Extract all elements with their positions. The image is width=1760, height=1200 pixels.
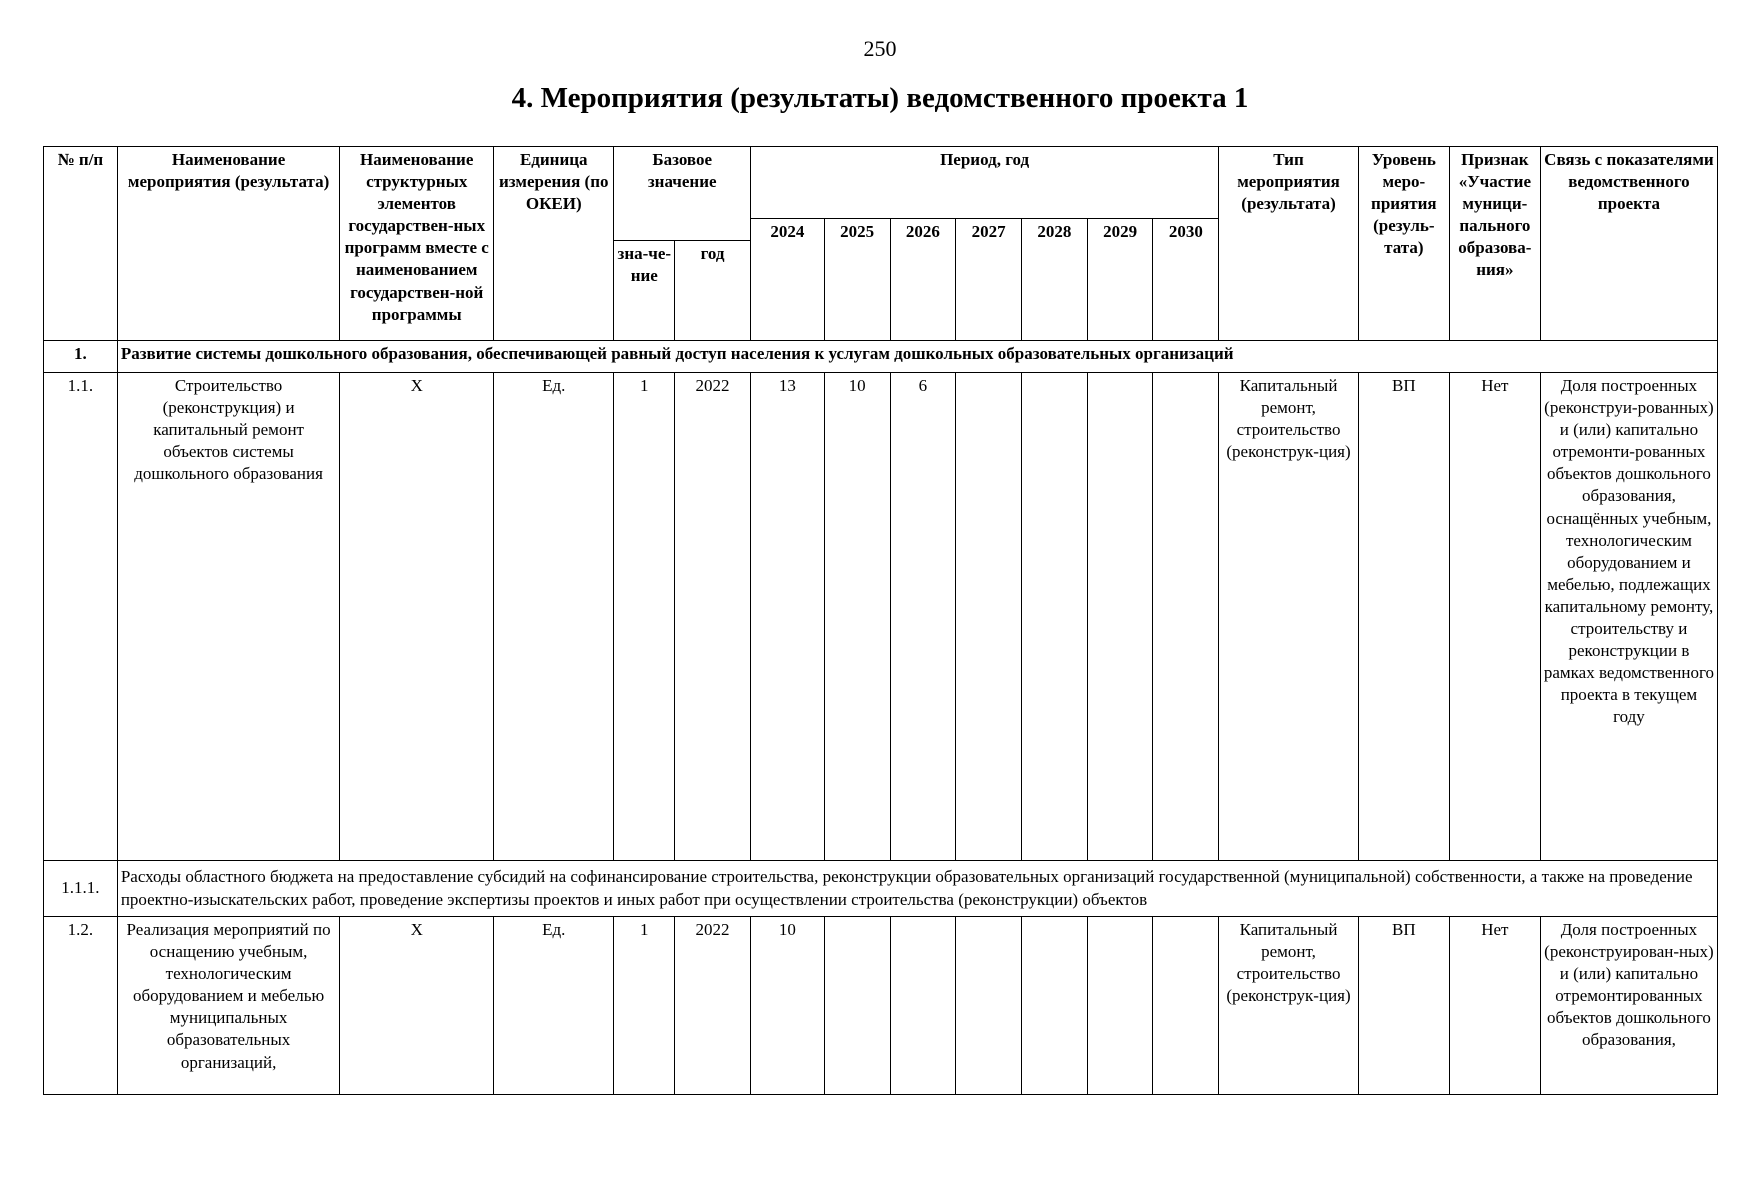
header-period: Период, год (750, 147, 1218, 219)
row-link: Доля построенных (реконструирован-ных) и (или) капитально отремонтированных объектов дошкольного образования, (1540, 917, 1717, 1095)
row-year-2024: 13 (750, 373, 824, 861)
row-year-2026: 6 (890, 373, 956, 861)
row-type: Капитальный ремонт, строительство (реконструк-ция) (1219, 373, 1359, 861)
row-level: ВП (1358, 373, 1449, 861)
header-num: № п/п (44, 147, 118, 341)
row-year-2027 (956, 373, 1022, 861)
header-year-2026: 2026 (890, 219, 956, 341)
table-row (44, 373, 1718, 861)
row-year-2028 (1022, 373, 1088, 861)
header-base-value: зна-че-ние (614, 241, 675, 341)
subrow-num: 1.1.1. (44, 861, 118, 917)
header-year-2028: 2028 (1022, 219, 1088, 341)
row-year-2029 (1087, 373, 1153, 861)
row-year-2026 (890, 917, 956, 1095)
results-table (43, 146, 1718, 1095)
section-num: 1. (44, 341, 118, 373)
header-year-2029: 2029 (1087, 219, 1153, 341)
row-base-value: 1 (614, 373, 675, 861)
table-row (44, 917, 1718, 1095)
row-year-2029 (1087, 917, 1153, 1095)
header-base-year: год (675, 241, 751, 341)
header-year-2030: 2030 (1153, 219, 1219, 341)
row-unit: Ед. (494, 373, 614, 861)
page-number: 250 (863, 36, 897, 61)
header-link: Связь с показателями ведомственного проекта (1540, 147, 1717, 341)
header-year-2025: 2025 (824, 219, 890, 341)
section-title: Развитие системы дошкольного образования, обеспечивающей равный доступ населения к услугам дошкольных образовательных организаций (117, 341, 1717, 373)
row-year-2030 (1153, 917, 1219, 1095)
row-base-value: 1 (614, 917, 675, 1095)
row-base-year: 2022 (675, 917, 751, 1095)
header-level: Уровень меро-приятия (резуль-тата) (1358, 147, 1449, 341)
row-link: Доля построенных (реконструи-рованных) и (или) капитально отремонти-рованных объектов дошкольного образования, оснащённых учебным, технологическим оборудованием и мебелью, подлежащих капитальному ремонту, строительству и реконструкции в рамках ведомственного проекта в текущем году (1540, 373, 1717, 861)
row-level: ВП (1358, 917, 1449, 1095)
row-year-2024: 10 (750, 917, 824, 1095)
header-unit: Единица измерения (по ОКЕИ) (494, 147, 614, 341)
header-structural: Наименование структурных элементов государствен-ных программ вместе с наименованием государствен-ной программы (340, 147, 494, 341)
row-structural: X (340, 373, 494, 861)
header-name: Наименование мероприятия (результата) (117, 147, 340, 341)
row-type: Капитальный ремонт, строительство (реконструк-ция) (1219, 917, 1359, 1095)
header-year-2027: 2027 (956, 219, 1022, 341)
row-name: Реализация мероприятий по оснащению учебным, технологическим оборудованием и мебелью муниципальных образовательных организаций, (117, 917, 340, 1095)
page-title: 4. Мероприятия (результаты) ведомственного проекта 1 (511, 82, 1249, 114)
row-num: 1.2. (44, 917, 118, 1095)
row-num: 1.1. (44, 373, 118, 861)
row-year-2028 (1022, 917, 1088, 1095)
header-base: Базовое значение (614, 147, 751, 241)
header-municipal: Признак «Участие муници-пального образова-ния» (1449, 147, 1540, 341)
row-unit: Ед. (494, 917, 614, 1095)
row-year-2025: 10 (824, 373, 890, 861)
row-year-2030 (1153, 373, 1219, 861)
row-base-year: 2022 (675, 373, 751, 861)
row-municipal: Нет (1449, 917, 1540, 1095)
row-municipal: Нет (1449, 373, 1540, 861)
header-type: Тип мероприятия (результата) (1219, 147, 1359, 341)
header-year-2024: 2024 (750, 219, 824, 341)
subrow-text: Расходы областного бюджета на предоставление субсидий на софинансирование строительства, реконструкции образовательных организаций государственной (муниципальной) собственности, а также на проведение проектно-изыскательских работ, проведение экспертизы проектов и иных работ при осуществлении строительства (реконструкции) объектов (117, 861, 1717, 917)
subrow (44, 861, 1718, 917)
row-name: Строительство (реконструкция) и капитальный ремонт объектов системы дошкольного образования (117, 373, 340, 861)
row-structural: X (340, 917, 494, 1095)
row-year-2027 (956, 917, 1022, 1095)
row-year-2025 (824, 917, 890, 1095)
